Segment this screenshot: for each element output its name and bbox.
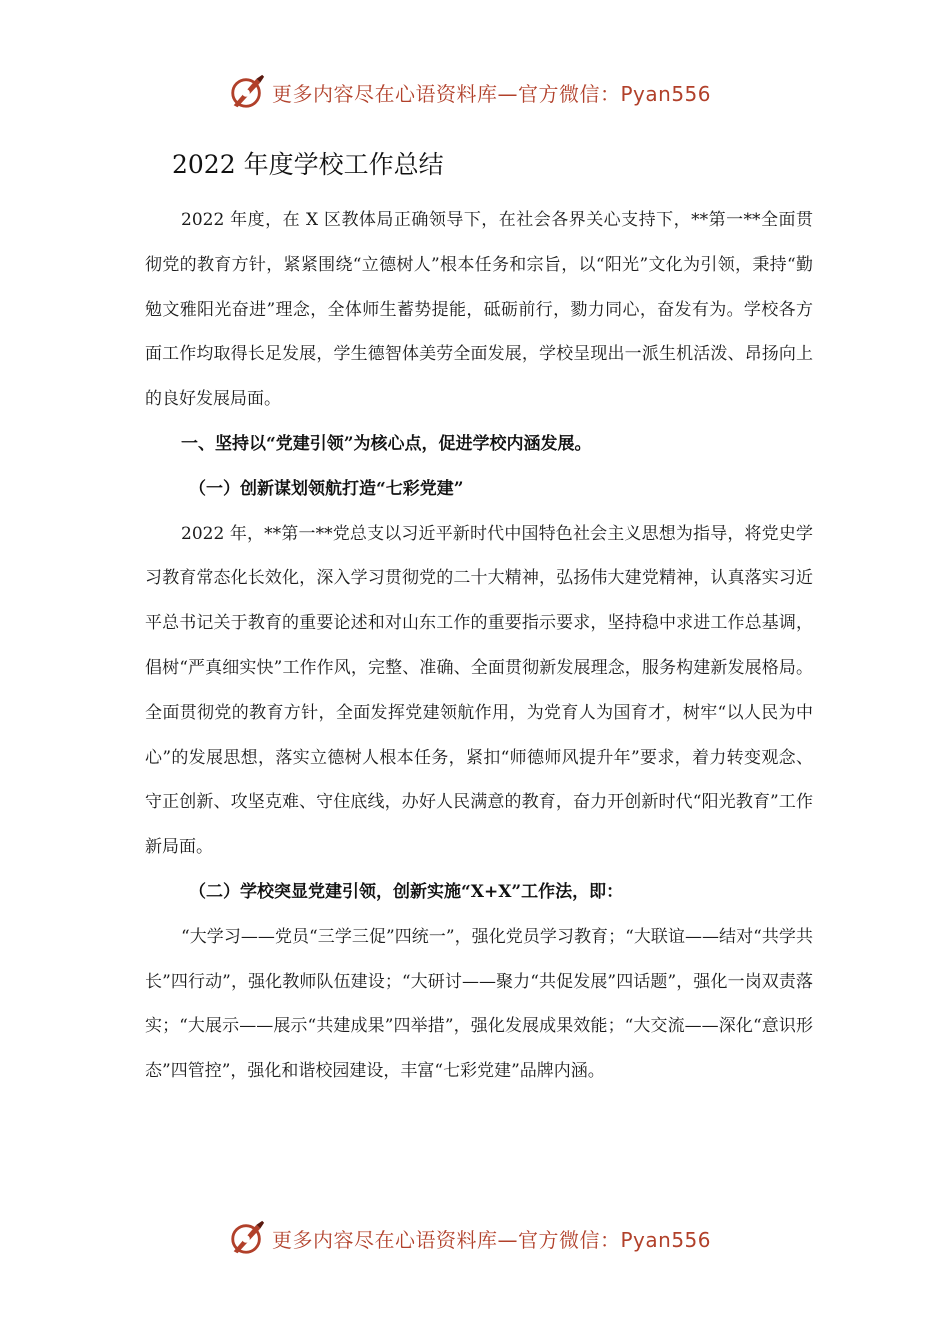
- subsection-2-heading: （二）学校突显党建引领，创新实施“X+X”工作法，即：: [189, 881, 624, 902]
- document-title: 2022 年度学校工作总结: [172, 150, 444, 179]
- header-banner: [228, 72, 748, 112]
- subsection-2-paragraph: “大学习——党员“三学三促”四统一”，强化党员学习教育；“大联谊——结对“共学共长”四行动”，强化教师队伍建设；“大研讨——聚力“共促发展”四话题”，强化一岗双责落实；“大展示——展示“共建成果”四举措”，强化发展成果效能；“大交流——深化“意识形态”四管控”，强化和谐校园建设，丰富“七彩党建”品牌内涵。: [145, 926, 813, 1082]
- pen-logo-icon: [228, 1219, 266, 1257]
- header-banner-text: 更多内容尽在心语资料库—官方微信：Pyan556: [272, 81, 712, 106]
- pen-logo-icon: [228, 73, 266, 111]
- subsection-1-paragraph: 2022 年，**第一**党总支以习近平新时代中国特色社会主义思想为指导，将党史学习教育常态化长效化，深入学习贯彻党的二十大精神，弘扬伟大建党精神，认真落实习近平总书记关于教育的重要论述和对山东工作的重要指示要求，坚持稳中求进工作总基调，倡树“严真细实快”工作作风，完整、准确、全面贯彻新发展理念，服务构建新发展格局。全面贯彻党的教育方针，全面发挥党建领航作用，为党育人为国育才，树牢“以人民为中心”的发展思想，落实立德树人根本任务，紧扣“师德师风提升年”要求，着力转变观念、守正创新、攻坚克难、守住底线，办好人民满意的教育，奋力开创新时代“阳光教育”工作新局面。: [145, 523, 813, 858]
- section-1-heading: 一、坚持以“党建引领”为核心点，促进学校内涵发展。: [181, 433, 592, 454]
- subsection-1-heading: （一）创新谋划领航打造“七彩党建”: [189, 478, 464, 499]
- footer-banner-text: 更多内容尽在心语资料库—官方微信：Pyan556: [272, 1227, 712, 1252]
- footer-banner: [228, 1218, 748, 1258]
- intro-paragraph: 2022 年度，在 X 区教体局正确领导下，在社会各界关心支持下，**第一**全面贯彻党的教育方针，紧紧围绕“立德树人”根本任务和宗旨，以“阳光”文化为引领，秉持“勤勉文雅阳光奋进”理念，全体师生蓄势提能，砥砺前行，勠力同心，奋发有为。学校各方面工作均取得长足发展，学生德智体美劳全面发展，学校呈现出一派生机活泼、昂扬向上的良好发展局面。: [145, 210, 813, 410]
- document-body: [145, 198, 813, 1094]
